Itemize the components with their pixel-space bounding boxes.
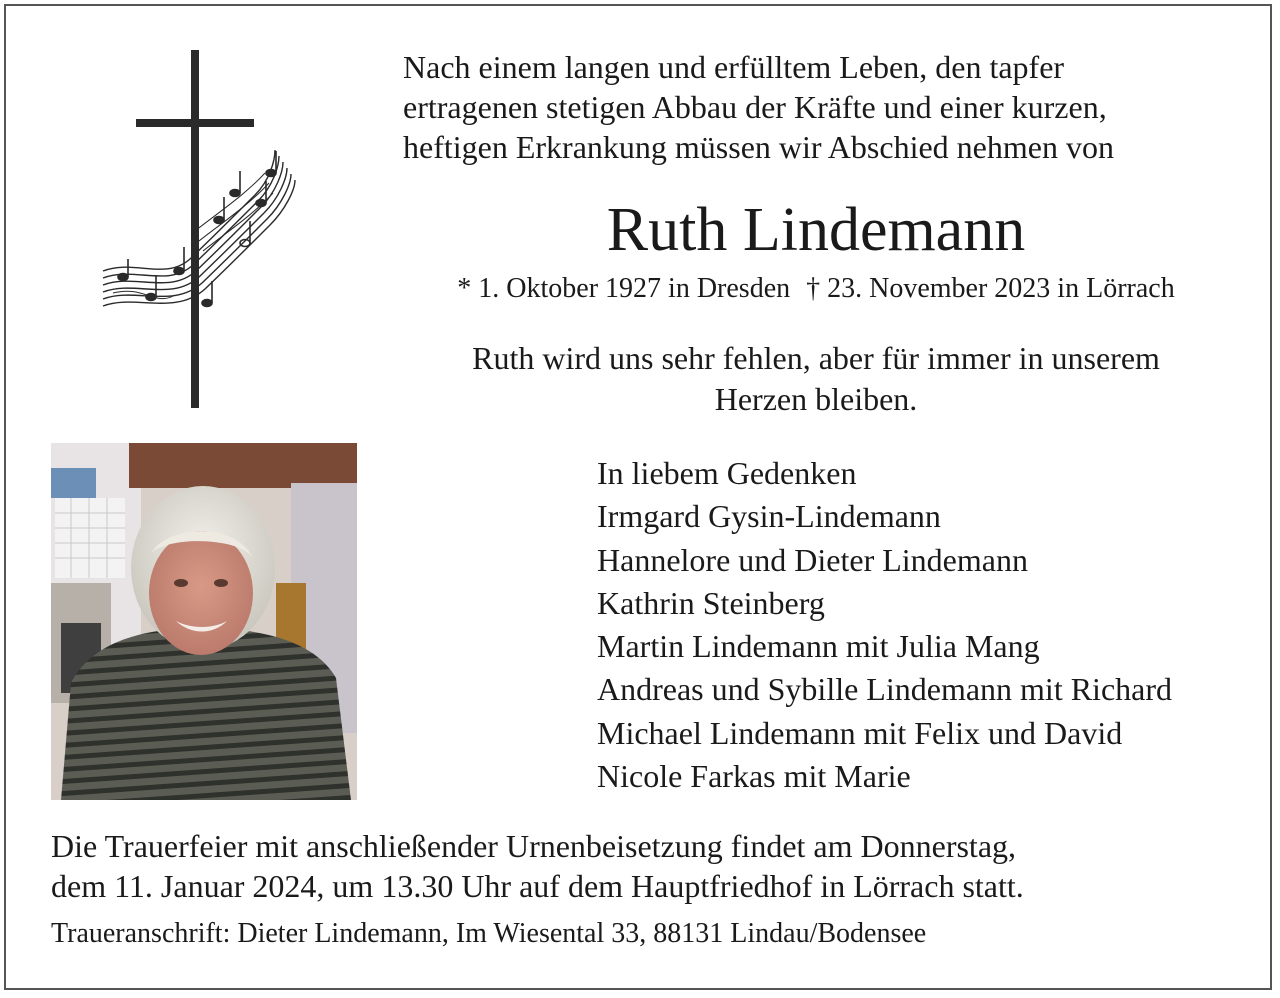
- intro-line: heftigen Erkrankung müssen wir Abschied nehmen von: [403, 129, 1114, 165]
- quote-line: Ruth wird uns sehr fehlen, aber für immer in unserem: [472, 340, 1160, 376]
- cross-with-music-notes-icon: [95, 45, 300, 415]
- mourner-entry: Kathrin Steinberg: [597, 584, 825, 621]
- deceased-name: Ruth Lindemann: [606, 196, 1026, 264]
- intro-text: [403, 47, 1253, 167]
- cross-icon: [136, 50, 254, 408]
- quote-line: Herzen bleiben.: [714, 381, 918, 417]
- intro-line: ertragenen stetigen Abbau der Kräfte und einer kurzen,: [403, 89, 1107, 125]
- intro-line: Nach einem langen und erfülltem Leben, den tapfer: [403, 49, 1065, 85]
- mourners-heading: In liebem Gedenken: [597, 455, 857, 491]
- birth-date: * 1. Oktober 1927 in Dresden: [457, 273, 791, 304]
- mourner-entry: Andreas und Sybille Lindemann mit Richard: [597, 671, 1172, 708]
- portrait-image: [51, 443, 357, 800]
- mourner-entry: Hannelore und Dieter Lindemann: [597, 541, 1028, 578]
- portrait-photo: [51, 443, 357, 800]
- mourner-entry: Martin Lindemann mit Julia Mang: [597, 628, 1040, 665]
- mourner-entry: Irmgard Gysin-Lindemann: [597, 498, 941, 535]
- death-date: † 23. November 2023 in Lörrach: [806, 273, 1175, 304]
- mourning-address: Traueranschrift: Dieter Lindemann, Im Wiesental 33, 88131 Lindau/Bodensee: [51, 918, 927, 949]
- funeral-info: [51, 826, 1251, 906]
- mourner-entry: Michael Lindemann mit Felix und David: [597, 714, 1123, 751]
- funeral-line: Die Trauerfeier mit anschließender Urnenbeisetzung findet am Donnerstag,: [51, 828, 1017, 864]
- mourner-entry: Nicole Farkas mit Marie: [597, 758, 911, 795]
- life-dates: [400, 272, 1232, 306]
- mourners-list: [597, 452, 1257, 798]
- memorial-quote: [400, 338, 1232, 420]
- funeral-line: dem 11. Januar 2024, um 13.30 Uhr auf dem Hauptfriedhof in Lörrach statt.: [51, 868, 1024, 904]
